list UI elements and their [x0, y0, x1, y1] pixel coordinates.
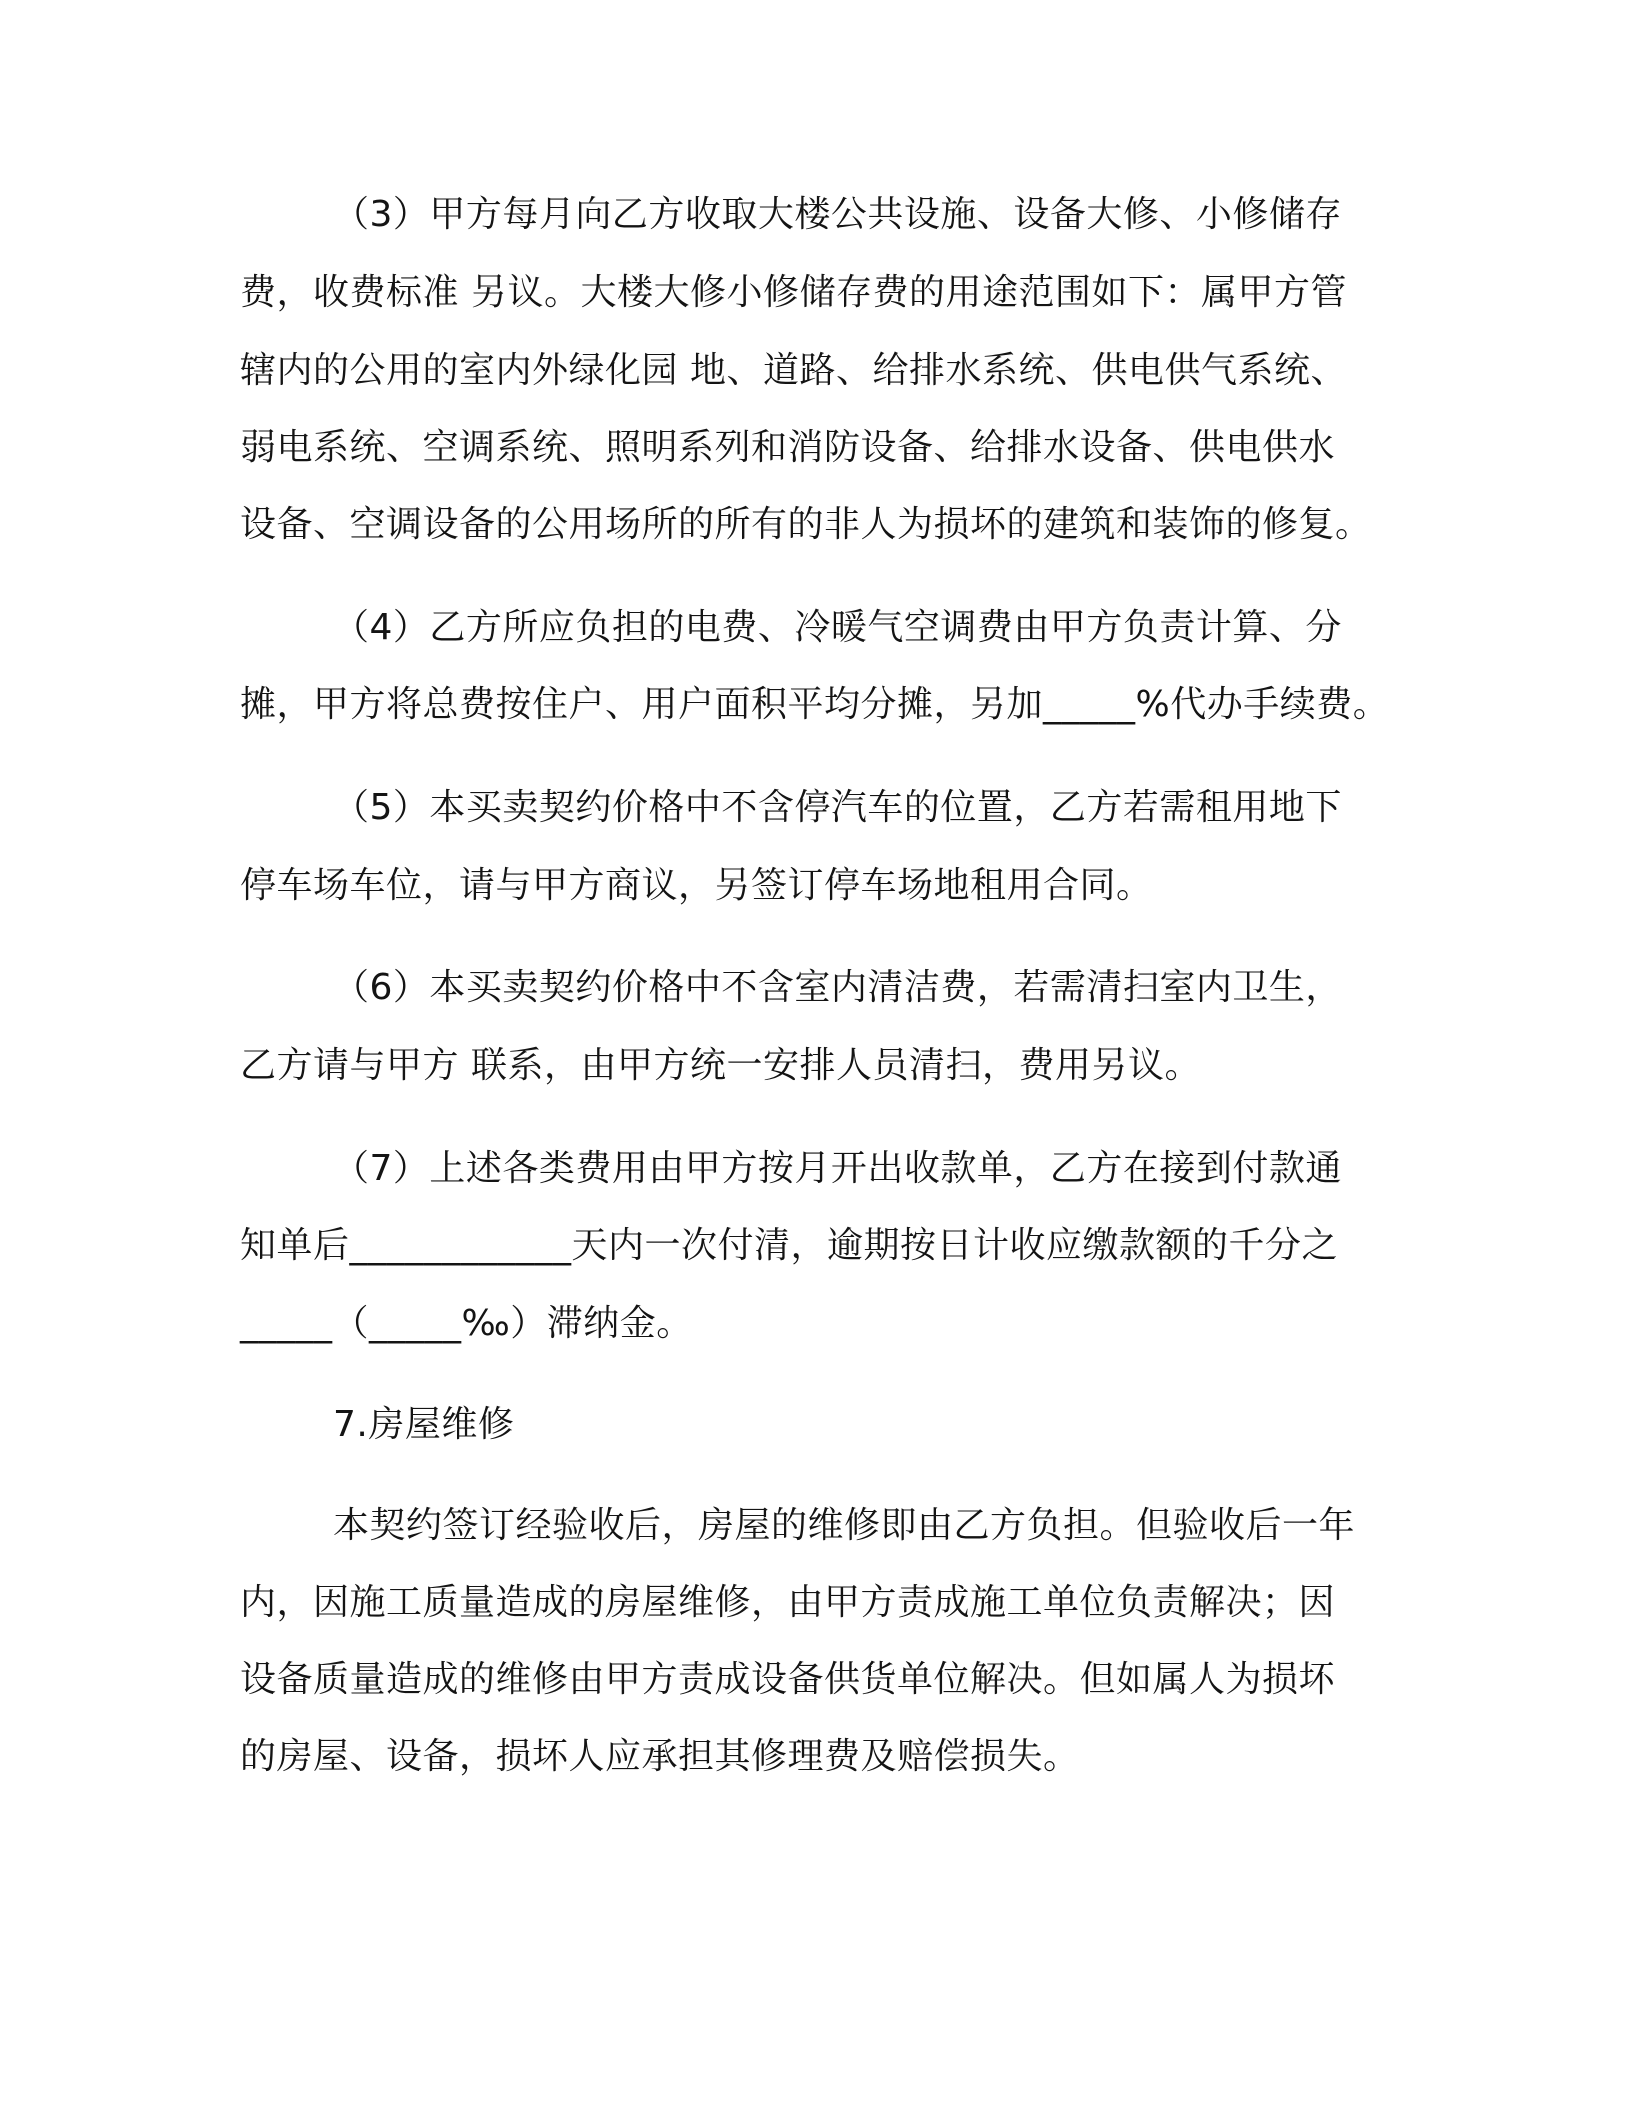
- clause-7-line-2: 知单后____________天内一次付清，逾期按日计收应缴款额的千分之: [240, 1225, 1339, 1266]
- clause-3-line-5: 设备、空调设备的公用场所的所有的非人为损坏的建筑和装饰的修复。: [240, 504, 1372, 545]
- section-7-line-1: 本契约签订经验收后，房屋的维修即由乙方负担。但验收后一年: [333, 1505, 1356, 1546]
- clause-3-line-3: 辖内的公用的室内外绿化园 地、道路、给排水系统、供电供气系统、: [240, 350, 1347, 391]
- section-7-line-3: 设备质量造成的维修由甲方责成设备供货单位解决。但如属人为损坏: [240, 1659, 1336, 1700]
- section-7-line-2: 内，因施工质量造成的房屋维修，由甲方责成施工单位负责解决；因: [240, 1582, 1336, 1623]
- clause-6-line-1: （6）本买卖契约价格中不含室内清洁费，若需清扫室内卫生，: [333, 967, 1342, 1008]
- clause-5-line-1: （5）本买卖契约价格中不含停汽车的位置，乙方若需租用地下: [333, 787, 1342, 828]
- clause-3-line-2: 费，收费标准 另议。大楼大修小修储存费的用途范围如下：属甲方管: [240, 272, 1347, 313]
- clause-7-line-3: _____（_____‰）滞纳金。: [240, 1303, 693, 1344]
- clause-5-line-2: 停车场车位，请与甲方商议，另签订停车场地租用合同。: [240, 865, 1153, 906]
- clause-3-line-1: （3）甲方每月向乙方收取大楼公共设施、设备大修、小修储存: [333, 194, 1342, 235]
- clause-6-line-2: 乙方请与甲方 联系，由甲方统一安排人员清扫，费用另议。: [240, 1045, 1201, 1086]
- clause-7-line-1: （7）上述各类费用由甲方按月开出收款单，乙方在接到付款通: [333, 1148, 1342, 1189]
- clause-4-line-1: （4）乙方所应负担的电费、冷暖气空调费由甲方负责计算、分: [333, 607, 1342, 648]
- section-7-line-4: 的房屋、设备，损坏人应承担其修理费及赔偿损失。: [240, 1736, 1080, 1777]
- section-heading: 7.房屋维修: [333, 1404, 515, 1445]
- clause-3-line-4: 弱电系统、空调系统、照明系列和消防设备、给排水设备、供电供水: [240, 427, 1336, 468]
- clause-4-line-2: 摊，甲方将总费按住户、用户面积平均分摊，另加_____%代办手续费。: [240, 684, 1390, 725]
